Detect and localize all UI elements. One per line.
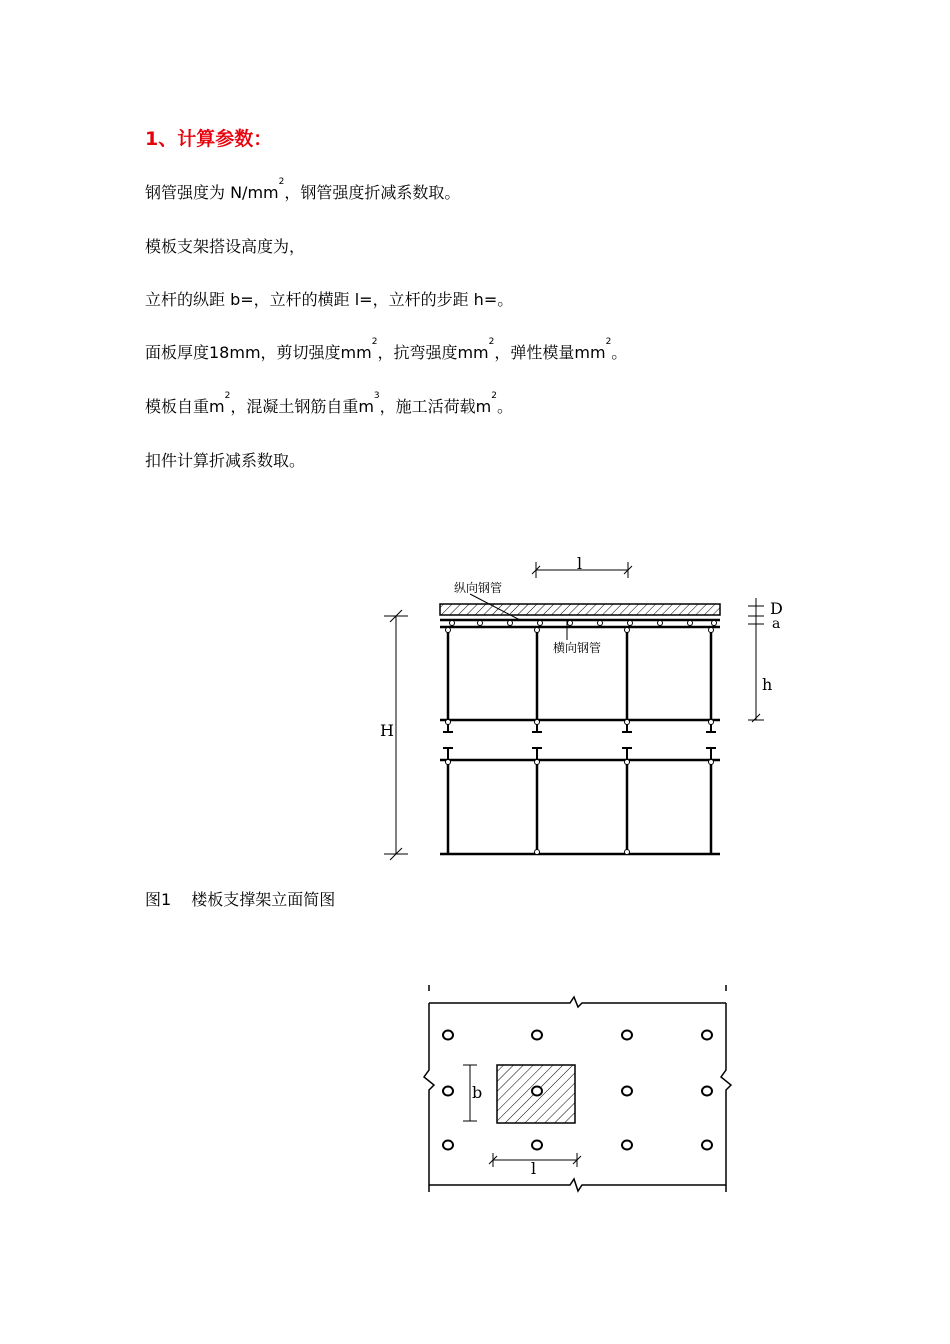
param-line-coupler: 扣件计算折减系数取。 bbox=[145, 451, 306, 470]
label-H: H bbox=[380, 721, 394, 740]
label-D: D bbox=[770, 599, 783, 618]
param-line-panel: 面板厚度18mm，剪切强度$mm^2$，抗弯强度$mm^2$，弹性模量$mm^2$。 bbox=[145, 337, 628, 362]
param-line-loads: 模板自重$m^2$，混凝土钢筋自重$m^3$，施工活荷载$m^2$。 bbox=[145, 391, 513, 416]
label-l: l bbox=[531, 1159, 537, 1178]
param-line-steel-strength: 钢管强度为 $N/mm^2$，钢管强度折减系数取。 bbox=[145, 177, 461, 202]
support-frame-elevation-diagram bbox=[370, 550, 790, 870]
label-transverse-tube: 横向钢管 bbox=[553, 641, 602, 655]
section-heading: 1、计算参数： bbox=[145, 128, 273, 150]
label-a: a bbox=[772, 616, 781, 632]
param-line-support-height: 模板支架搭设高度为， bbox=[145, 237, 306, 256]
label-longitudinal-tube: 纵向钢管 bbox=[454, 581, 503, 595]
param-line-pole-spacing: 立杆的纵距 b=，立杆的横距 l=，立杆的步距 h=。 bbox=[145, 290, 514, 309]
label-l: l bbox=[577, 554, 583, 573]
label-h: h bbox=[762, 675, 773, 694]
label-b: b bbox=[472, 1083, 483, 1102]
figure-caption: 图1 楼板支撑架立面简图 bbox=[145, 890, 336, 909]
slab bbox=[440, 604, 720, 615]
pole-layout-plan-diagram bbox=[415, 985, 745, 1200]
